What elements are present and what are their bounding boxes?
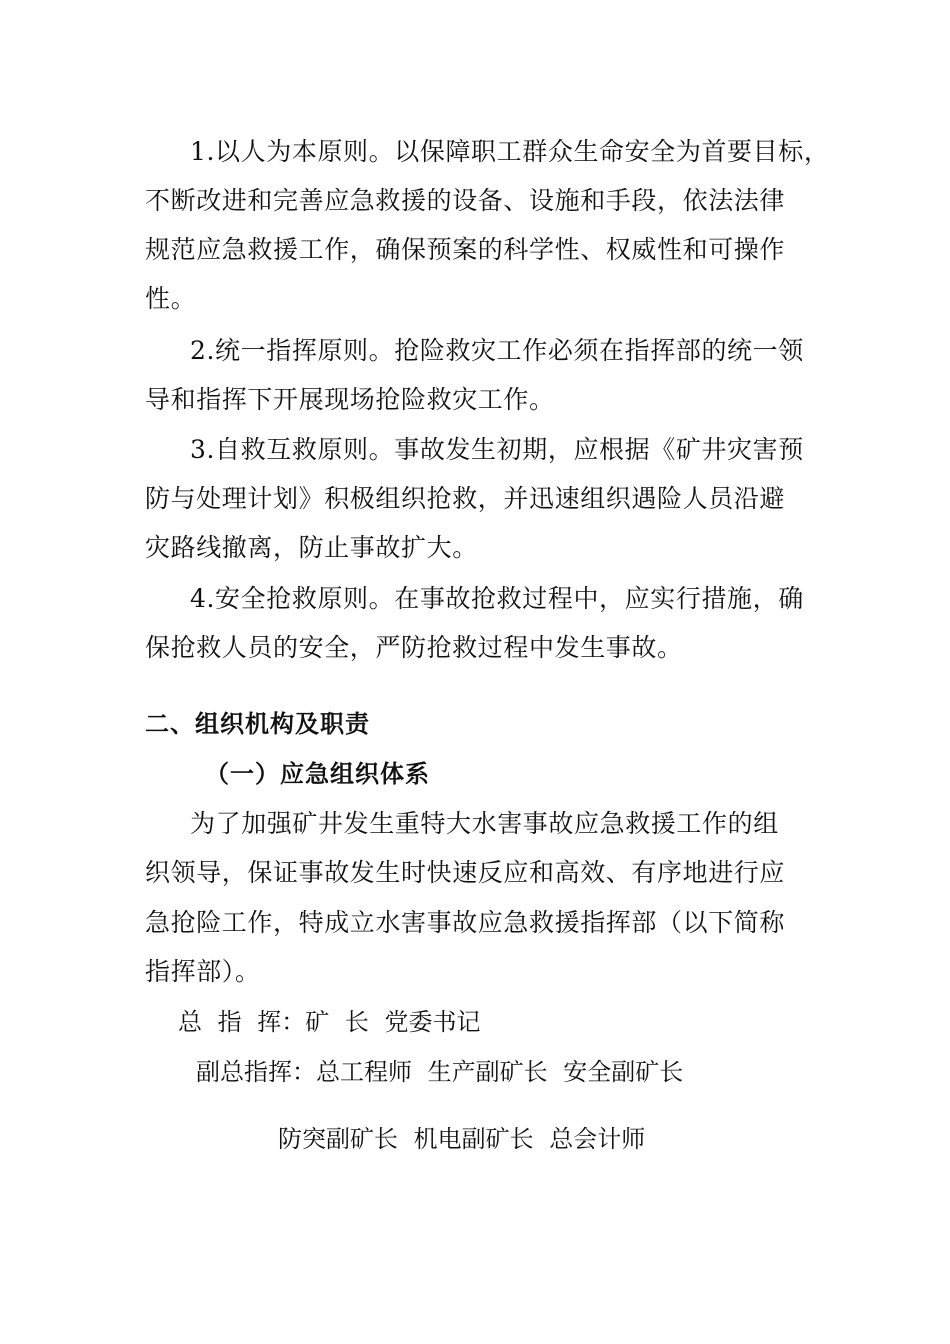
- principle-1-line-3: 规范应急救援工作，确保预案的科学性、权威性和可操作: [145, 235, 786, 264]
- principle-4-line-1: 4.安全抢救原则。在事故抢救过程中，应实行措施，确: [190, 584, 804, 613]
- roster-deputy-line-1: 副总指挥：总工程师 生产副矿长 安全副矿长: [196, 1058, 684, 1086]
- subsection-heading: （一）应急组织体系: [205, 760, 430, 788]
- principle-3-line-2: 防与处理计划》积极组织抢救，并迅速组织遇险人员沿避: [145, 484, 786, 513]
- principle-2-line-2: 导和指挥下开展现场抢险救灾工作。: [145, 385, 555, 414]
- principle-1-line-2: 不断改进和完善应急救援的设备、设施和手段，依法法律: [145, 186, 786, 215]
- org-paragraph-line-3: 急抢险工作，特成立水害事故应急救援指挥部（以下简称: [145, 908, 786, 937]
- roster-deputy-line-2: 防突副矿长 机电副矿长 总会计师: [278, 1125, 646, 1153]
- org-paragraph-line-1: 为了加强矿井发生重特大水害事故应急救援工作的组: [190, 809, 779, 838]
- org-paragraph-line-2: 织领导，保证事故发生时快速反应和高效、有序地进行应: [145, 858, 786, 887]
- org-paragraph-line-4: 指挥部）。: [145, 957, 261, 986]
- principle-1-line-1: 1.以人为本原则。以保障职工群众生命安全为首要目标，: [190, 137, 830, 166]
- principle-4-line-2: 保抢救人员的安全，严防抢救过程中发生事故。: [145, 633, 683, 662]
- section-heading: 二、组织机构及职责: [145, 710, 370, 738]
- principle-1-line-4: 性。: [145, 284, 197, 313]
- roster-commander: 总 指 挥：矿 长 党委书记: [178, 1008, 481, 1036]
- principle-3-line-1: 3.自救互救原则。事故发生初期，应根据《矿井灾害预: [190, 435, 804, 464]
- principle-2-line-1: 2.统一指挥原则。抢险救灾工作必须在指挥部的统一领: [190, 336, 804, 365]
- principle-3-line-3: 灾路线撤离，防止事故扩大。: [145, 533, 478, 562]
